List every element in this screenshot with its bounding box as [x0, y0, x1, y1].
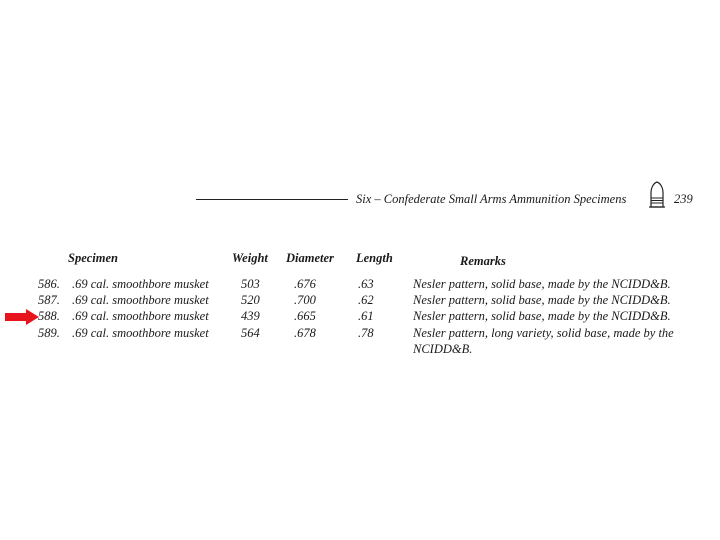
remarks-text: Nesler pattern, solid base, made by the NCIDD&B. [413, 293, 671, 307]
diameter-value: .678 [294, 326, 316, 340]
specimen-name: .69 cal. smoothbore musket [72, 309, 209, 323]
specimen-name: .69 cal. smoothbore musket [72, 277, 209, 291]
specimen-number: 587. [38, 293, 60, 307]
column-header-remarks: Remarks [460, 254, 506, 268]
specimen-number: 586. [38, 277, 60, 291]
column-header-length: Length [356, 251, 393, 265]
column-header-specimen: Specimen [68, 251, 118, 265]
specimen-name: .69 cal. smoothbore musket [72, 326, 209, 340]
bullet-silhouette-icon [647, 181, 667, 209]
length-value: .63 [358, 277, 374, 291]
remarks-text: Nesler pattern, solid base, made by the NCIDD&B. [413, 277, 671, 291]
weight-value: 520 [241, 293, 260, 307]
weight-value: 503 [241, 277, 260, 291]
length-value: .78 [358, 326, 374, 340]
page-number: 239 [674, 192, 693, 206]
weight-value: 439 [241, 309, 260, 323]
remarks-text-continued: NCIDD&B. [413, 342, 473, 356]
specimen-name: .69 cal. smoothbore musket [72, 293, 209, 307]
length-value: .61 [358, 309, 374, 323]
specimen-number: 588. [38, 309, 60, 323]
running-title: Six – Confederate Small Arms Ammunition Specimens [356, 192, 627, 206]
red-arrow-right-icon [4, 308, 40, 326]
column-header-diameter: Diameter [286, 251, 334, 265]
column-header-weight: Weight [232, 251, 268, 265]
length-value: .62 [358, 293, 374, 307]
diameter-value: .700 [294, 293, 316, 307]
remarks-text: Nesler pattern, long variety, solid base, made by the [413, 326, 674, 340]
weight-value: 564 [241, 326, 260, 340]
diameter-value: .676 [294, 277, 316, 291]
diameter-value: .665 [294, 309, 316, 323]
specimen-number: 589. [38, 326, 60, 340]
header-rule [196, 199, 348, 200]
remarks-text: Nesler pattern, solid base, made by the NCIDD&B. [413, 309, 671, 323]
